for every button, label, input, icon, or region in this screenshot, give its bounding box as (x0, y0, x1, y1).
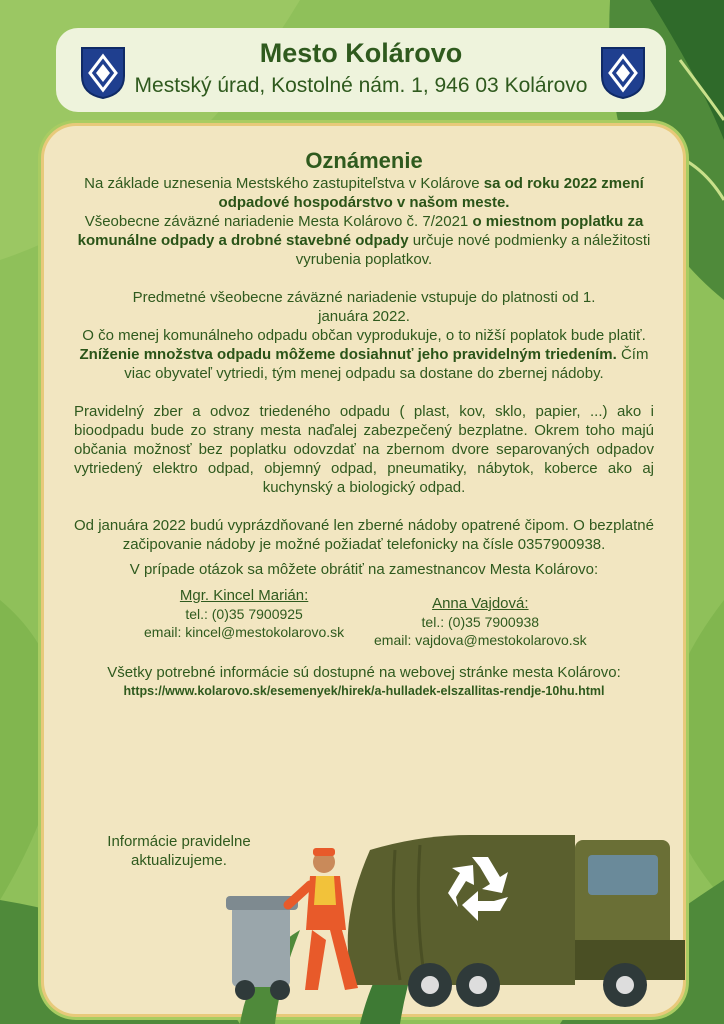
paragraph-chip: Od januára 2022 budú vyprázdňované len zberné nádoby opatrené čipom. O bezplatné začipovanie nádoby je možné požiadať telefonicky na čísle 0357900938. (74, 517, 654, 553)
office-address: Mestský úrad, Kostolné nám. 1, 946 03 Kolárovo (134, 74, 588, 97)
regulation-bold: o miestnom poplatku za komunálne odpady a drobné stavebné odpady (77, 213, 644, 249)
paragraph-validity: Predmetné všeobecne záväzné nariadenie vstupuje do platnosti od 1. januára 2022. (132, 289, 596, 325)
contact-phone[interactable]: tel.: (0)35 7900938 (421, 614, 540, 630)
city-name: Mesto Kolárovo (259, 38, 463, 68)
regulation-text-end: určuje nové podmienky a náležitosti vyrubenia poplatkov. (295, 232, 651, 268)
contact-name: Mgr. Kincel Marián: (179, 587, 309, 604)
regulation-text: Všeobecne záväzné nariadenie Mesta Kolárovo č. 7/2021 (84, 213, 473, 230)
info-note: Informácie pravidelne aktualizujeme. (107, 833, 251, 869)
fee-text: O čo menej komunálneho odpadu občan vyprodukuje, o to nižší poplatok bude platiť. (82, 327, 646, 344)
fee-text-end: Čím viac obyvateľ vytriedi, tým menej odpadu sa dostane do zbernej nádoby. (124, 346, 649, 382)
paragraph-intro-text: Na základe uznesenia Mestského zastupiteľstva v Kolárove (84, 175, 484, 192)
notice-title: Oznámenie (305, 148, 423, 173)
contact-email[interactable]: email: vajdova@mestokolarovo.sk (374, 632, 587, 648)
contact-email[interactable]: email: kincel@mestokolarovo.sk (144, 624, 345, 640)
website-link[interactable]: https://www.kolarovo.sk/esemenyek/hirek/a-hulladek-elszallitas-rendje-10hu.html (123, 684, 605, 698)
waste-worker-illustration (226, 848, 358, 1000)
contact-phone[interactable]: tel.: (0)35 7900925 (185, 606, 303, 622)
paragraph-intro-bold: sa od roku 2022 zmení odpadové hospodárstvo v našom meste. (218, 175, 644, 211)
fee-bold: Zníženie množstva odpadu môžeme dosiahnuť jeho pravidelným triedením. (79, 346, 617, 363)
paragraph-collection: Pravidelný zber a odvoz triedeného odpadu ( plast, kov, sklo, papier, ...) ako i bioodpadu bude zo strany mesta naďalej zabezpečený bezplatne. Okrem toho majú občania možnosť bez poplatku odovzdať na zbernom dvore separovaných odpadov vytriedený elektro odpad, objemný odpad, pneumatiky, nábytok, koberce ako aj kuchynský a biologický odpad. (74, 403, 654, 496)
paragraph-website: Všetky potrebné informácie sú dostupné na webovej stránke mesta Kolárovo: (107, 664, 621, 681)
contact-name: Anna Vajdová: (432, 595, 529, 612)
paragraph-contact-intro: V prípade otázok sa môžete obrátiť na zamestnancov Mesta Kolárovo: (129, 561, 599, 578)
garbage-truck-illustration (348, 835, 685, 1007)
